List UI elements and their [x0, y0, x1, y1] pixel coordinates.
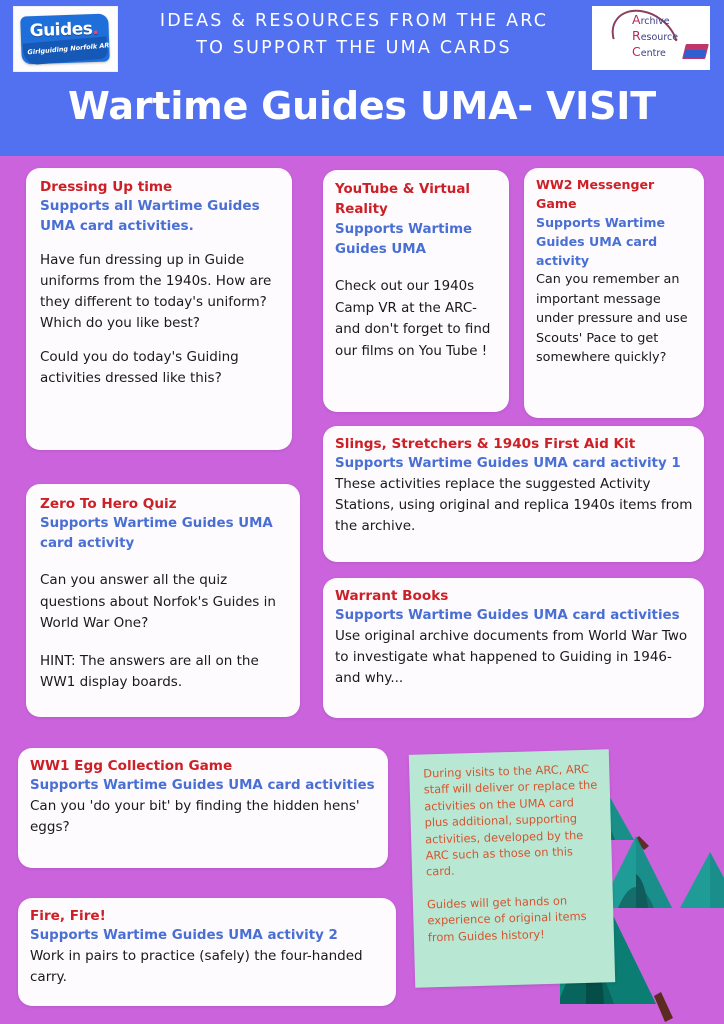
card-subtitle: Supports Wartime Guides UMA card activities: [30, 778, 375, 793]
card-warrant-books: [323, 578, 704, 718]
card-body-2: Could you do today's Guiding activities dressed like this?: [40, 349, 239, 386]
card-subtitle: Supports Wartime Guides UMA card activities: [335, 608, 680, 623]
header-tagline-line2: TO SUPPORT THE UMA CARDS: [196, 38, 512, 58]
card-subtitle: Supports Wartime Guides UMA: [335, 222, 473, 257]
header-banner: [0, 0, 724, 156]
card-body-1: These activities replace the suggested Activity Stations, using original and replica 1940s items from the archive.: [335, 476, 693, 534]
arc-rest-resource: esource: [640, 32, 679, 43]
arc-card-icon-stripe: [683, 50, 706, 58]
card-youtube-virtual-reality: [323, 170, 509, 412]
arc-logo-line-resource: [632, 29, 678, 45]
card-body-1: Can you 'do your bit' by finding the hidden hens' eggs?: [30, 798, 360, 835]
card-title: Warrant Books: [335, 588, 449, 604]
arc-logo-line-archive: [632, 13, 678, 29]
card-spacer: [40, 236, 280, 250]
card-subtitle: Supports Wartime Guides UMA card activity: [40, 516, 273, 551]
card-body-1: Can you remember an important message under pressure and use Scouts' Pace to get somewhere quickly?: [536, 272, 688, 366]
arc-cap-a: A: [632, 12, 641, 27]
arc-visit-note-paragraph-2: Guides will get hands on experience of original items from Guides history!: [426, 893, 587, 945]
card-title: YouTube & Virtual Reality: [335, 182, 470, 217]
card-zero-to-hero-quiz: [26, 484, 300, 717]
card-dressing-up-time: [26, 168, 292, 450]
arc-cap-c: C: [632, 44, 641, 59]
arc-visit-note-paragraph-1: During visits to the ARC, ARC staff will deliver or replace the activities on the UMA card plus additional, supporting activities, developed by the ARC such as those on this card.: [423, 761, 598, 879]
card-subtitle: Supports Wartime Guides UMA card activity: [536, 215, 665, 268]
card-spacer: [40, 334, 280, 348]
card-body-1: Have fun dressing up in Guide uniforms from the 1940s. How are they different to today's uniform? Which do you like best?: [40, 251, 272, 331]
card-subtitle: Supports Wartime Guides UMA card activity 1: [335, 456, 681, 471]
arc-visit-note: [409, 749, 615, 987]
card-title: WW2 Messenger Game: [536, 177, 655, 211]
card-fire-fire: [18, 898, 396, 1006]
arc-logo-text: [632, 13, 678, 61]
card-subtitle: Supports Wartime Guides UMA activity 2: [30, 928, 338, 943]
card-spacer: [40, 554, 288, 570]
arc-rest-archive: rchive: [640, 16, 670, 27]
card-body-1: Can you answer all the quiz questions about Norfok's Guides in World War One?: [40, 572, 276, 631]
card-body-2: HINT: The answers are all on the WW1 display boards.: [40, 652, 259, 690]
card-slings-stretchers-first-aid-kit: [323, 426, 704, 562]
card-body-1: Check out our 1940s Camp VR at the ARC- and don't forget to find our films on You Tube !: [335, 279, 491, 359]
card-body-1: Work in pairs to practice (safely) the four-handed carry.: [30, 948, 363, 985]
card-spacer: [335, 260, 499, 276]
card-ww1-egg-collection-game: [18, 748, 388, 868]
guides-logo-dot: .: [92, 18, 99, 40]
card-title: Slings, Stretchers & 1940s First Aid Kit: [335, 436, 636, 452]
arc-rest-centre: entre: [640, 48, 666, 59]
guides-logo: [13, 6, 118, 72]
card-ww2-messenger-game: [524, 168, 704, 418]
guides-logo-badge: [20, 13, 115, 64]
guides-logo-strapline: Girlguiding Norfolk ARC: [27, 40, 115, 57]
header-tagline: [124, 8, 584, 62]
card-subtitle: Supports all Wartime Guides UMA card activities.: [40, 198, 260, 234]
card-body-1: Use original archive documents from World War Two to investigate what happened to Guiding in 1946- and why...: [335, 628, 688, 686]
card-title: Dressing Up time: [40, 179, 173, 195]
tent-right-sliver: [680, 852, 724, 908]
card-title: Zero To Hero Quiz: [40, 496, 177, 512]
page-title: Wartime Guides UMA- VISIT: [68, 84, 656, 128]
arc-logo-line-centre: [632, 45, 678, 61]
arc-card-icon: [682, 44, 709, 59]
guides-logo-wordmark: [29, 19, 98, 41]
header-tagline-line1: IDEAS & RESOURCES FROM THE ARC: [159, 11, 549, 31]
arc-cap-r: R: [632, 28, 641, 43]
card-title: Fire, Fire!: [30, 908, 106, 924]
card-spacer: [40, 635, 288, 651]
archive-resource-centre-logo: [592, 6, 710, 70]
card-title: WW1 Egg Collection Game: [30, 758, 233, 774]
guides-logo-word-text: Guides: [29, 19, 93, 42]
